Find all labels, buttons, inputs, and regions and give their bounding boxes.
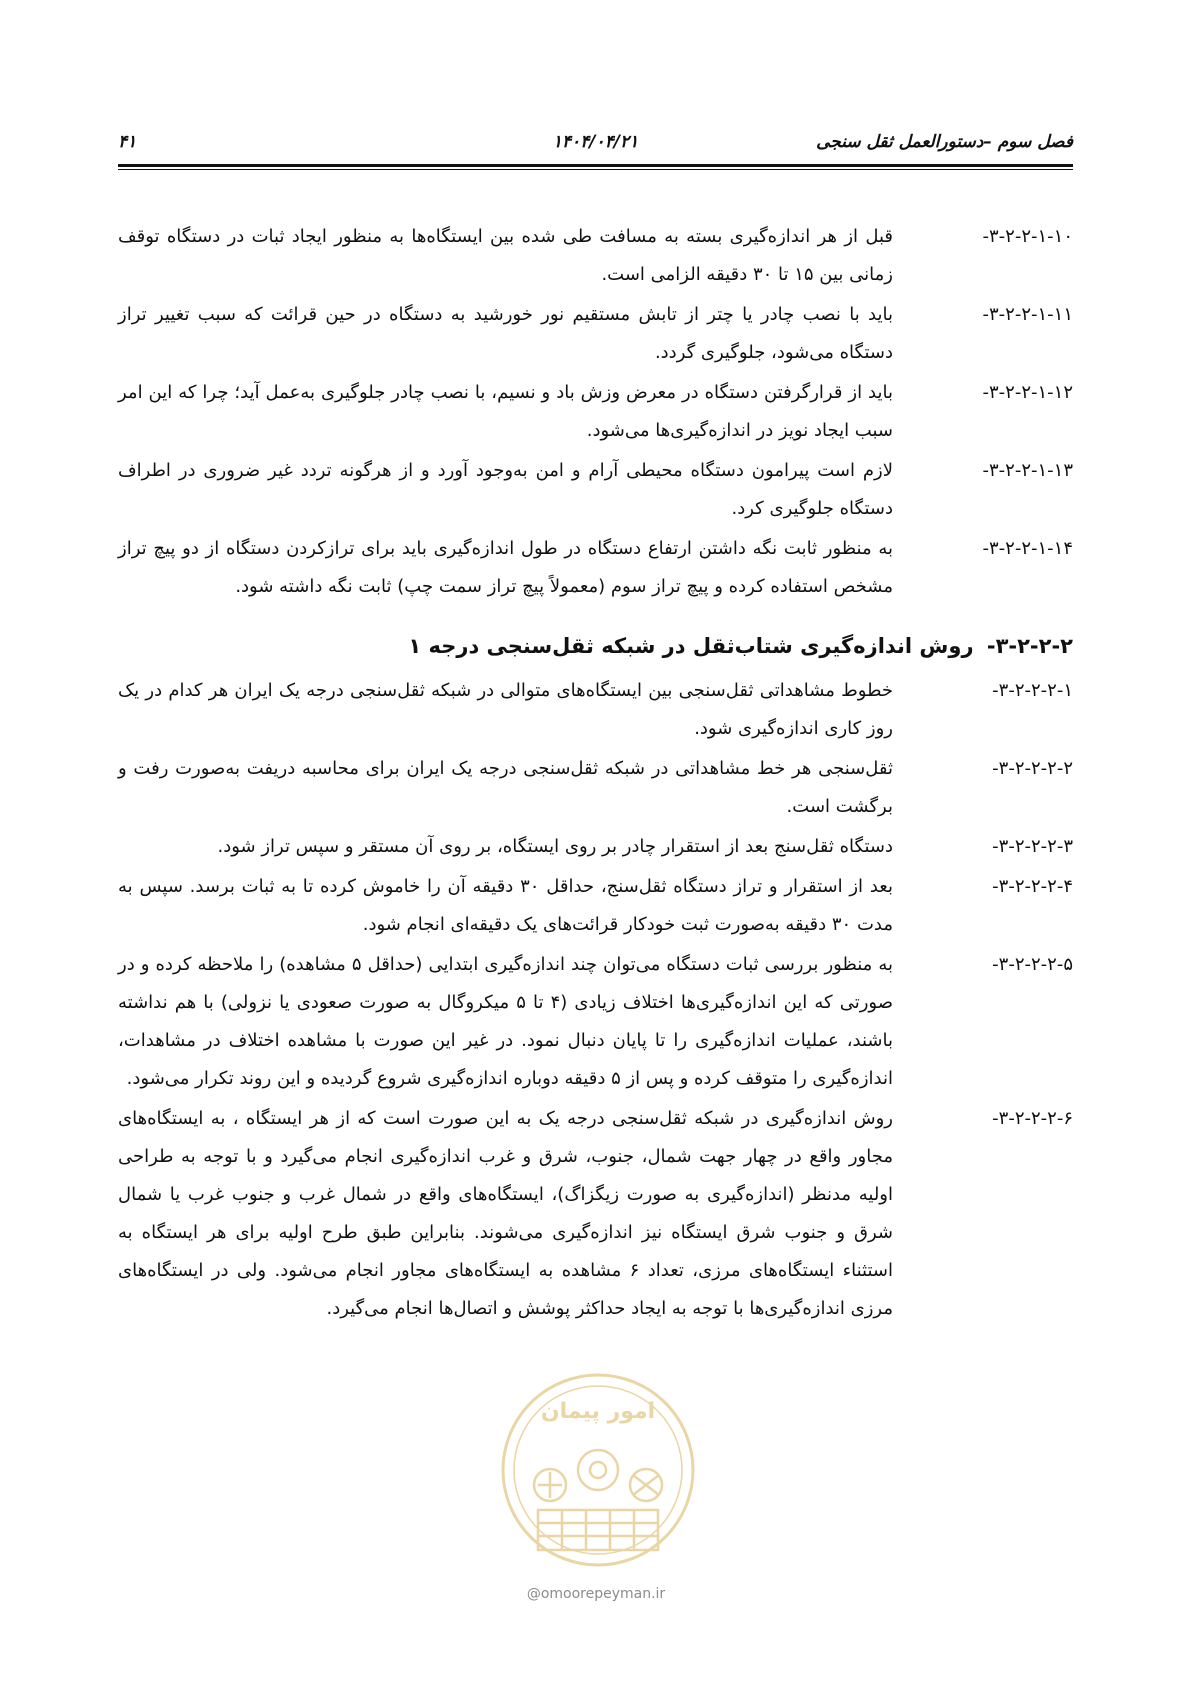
item-number: ۳-۲-۲-۱-۱۰- <box>982 226 1073 247</box>
item-text: بعد از استقرار و تراز دستگاه ثقل‌سنج، حداقل ۳۰ دقیقه آن را خاموش کرده تا به ثبات برسد. سپس به مدت ۳۰ دقیقه به‌صورت ثبت خودکار قرائت‌های یک دقیقه‌ای انجام شود. <box>118 876 893 935</box>
header-date: ۱۴۰۴/۰۴/۲۱ <box>552 132 639 152</box>
list-item <box>118 672 1073 748</box>
item-number: ۳-۲-۲-۲-۳- <box>992 836 1073 857</box>
item-text: خطوط مشاهداتی ثقل‌سنجی بین ایستگاه‌های متوالی در شبکه ثقل‌سنجی درجه یک ایران هر کدام در یک روز کاری اندازه‌گیری شود. <box>118 680 893 739</box>
item-number: ۳-۲-۲-۲-۴- <box>992 876 1073 897</box>
list-item <box>118 296 1073 372</box>
item-text: روش اندازه‌گیری در شبکه ثقل‌سنجی درجه یک به این صورت است که از هر ایستگاه ، به ایستگاه‌های مجاور واقع در چهار جهت شمال، جنوب، شرق و غرب اندازه‌گیری انجام می‌گیرد و با توجه به طراحی اولیه مدنظر (اندازه‌گیری به صورت زیگزاگ)، ایستگاه‌های واقع در شمال غرب و جنوب غرب یا شمال شرق و جنوب شرق ایستگاه نیز اندازه‌گیری می‌شوند. بنابراین طبق طرح اولیه برای هر ایستگاه به استثناء ایستگاه‌های مرزی، تعداد ۶ مشاهده به ایستگاه‌های مجاور انجام می‌شود. ولی در ایستگاه‌های مرزی اندازه‌گیری‌ها با توجه به ایجاد حداکثر پوشش و اتصال‌ها انجام می‌گیرد. <box>118 1108 893 1319</box>
item-text: باید از قرارگرفتن دستگاه در معرض وزش باد و نسیم، با نصب چادر جلوگیری به‌عمل آید؛ چرا که این امر سبب ایجاد نویز در اندازه‌گیری‌ها می‌شود. <box>118 382 893 441</box>
item-text: ثقل‌سنجی هر خط مشاهداتی در شبکه ثقل‌سنجی درجه یک ایران برای محاسبه دریفت به‌صورت رفت و برگشت است. <box>118 758 893 817</box>
item-number: ۳-۲-۲-۱-۱۲- <box>982 382 1073 403</box>
watermark-logo-text: امور پیمان <box>540 1399 656 1424</box>
header-rule-thick <box>118 164 1073 167</box>
item-text: لازم است پیرامون دستگاه محیطی آرام و امن به‌وجود آورد و از هرگونه تردد غیر ضروری در اطراف دستگاه جلوگیری کرد. <box>118 460 893 519</box>
section-number: ۳-۲-۲-۲- <box>986 634 1073 658</box>
list-item <box>118 828 1073 866</box>
list-item <box>118 374 1073 450</box>
page-header <box>118 132 1073 162</box>
item-number: ۳-۲-۲-۲-۱- <box>992 680 1073 701</box>
item-number: ۳-۲-۲-۱-۱۳- <box>982 460 1073 481</box>
section-heading <box>118 626 1073 666</box>
item-text: به منظور بررسی ثبات دستگاه می‌توان چند اندازه‌گیری ابتدایی (حداقل ۵ مشاهده) را ملاحظه کرده و در صورتی که این اندازه‌گیری‌ها اختلاف زیادی (۴ تا ۵ میکروگال به صورت صعودی یا نزولی) با هم نداشته باشند، عملیات اندازه‌گیری را تا پایان دنبال نمود. در غیر این صورت با مشاهده اختلاف در مشاهدات، اندازه‌گیری را متوقف کرده و پس از ۵ دقیقه دوباره اندازه‌گیری شروع گردیده و این روند تکرار می‌شود. <box>118 954 894 1089</box>
list-item <box>118 530 1073 606</box>
list-item <box>118 868 1073 944</box>
header-rule-thin <box>118 169 1073 170</box>
list-item <box>118 452 1073 528</box>
at-icon: @ <box>526 1586 541 1602</box>
chapter-title: فصل سوم –دستورالعمل ثقل سنجی <box>816 132 1073 152</box>
watermark-logo-icon <box>488 1360 708 1590</box>
list-item <box>118 218 1073 294</box>
item-number: ۳-۲-۲-۱-۱۱- <box>982 304 1073 325</box>
item-text: باید با نصب چادر یا چتر از تابش مستقیم نور خورشید به دستگاه در حین قرائت که سبب تغییر تراز دستگاه می‌شود، جلوگیری گردد. <box>118 304 893 363</box>
watermark-url: @omoorepeyman.ir <box>526 1586 666 1602</box>
item-text: دستگاه ثقل‌سنج بعد از استقرار چادر بر روی ایستگاه، بر روی آن مستقر و سپس تراز شود. <box>217 836 893 857</box>
page-number: ۴۱ <box>118 132 137 152</box>
list-item <box>118 1100 1073 1328</box>
list-item <box>118 750 1073 826</box>
item-number: ۳-۲-۲-۱-۱۴- <box>982 538 1073 559</box>
list-item <box>118 946 1073 1098</box>
item-number: ۳-۲-۲-۲-۵- <box>992 954 1073 975</box>
item-text: قبل از هر اندازه‌گیری بسته به مسافت طی شده بین ایستگاه‌ها به منظور ایجاد ثبات در دستگاه توقف زمانی بین ۱۵ تا ۳۰ دقیقه الزامی است. <box>118 226 893 285</box>
body-content <box>118 218 1073 1330</box>
item-text: به منظور ثابت نگه داشتن ارتفاع دستگاه در طول اندازه‌گیری باید برای ترازکردن دستگاه از دو پیچ تراز مشخص استفاده کرده و پیچ تراز سوم (معمولاً پیچ تراز سمت چپ) ثابت نگه داشته شود. <box>118 538 893 597</box>
item-number: ۳-۲-۲-۲-۶- <box>992 1108 1073 1129</box>
item-number: ۳-۲-۲-۲-۲- <box>992 758 1073 779</box>
section-title: روش اندازه‌گیری شتاب‌ثقل در شبکه ثقل‌سنجی درجه ۱ <box>408 634 974 658</box>
